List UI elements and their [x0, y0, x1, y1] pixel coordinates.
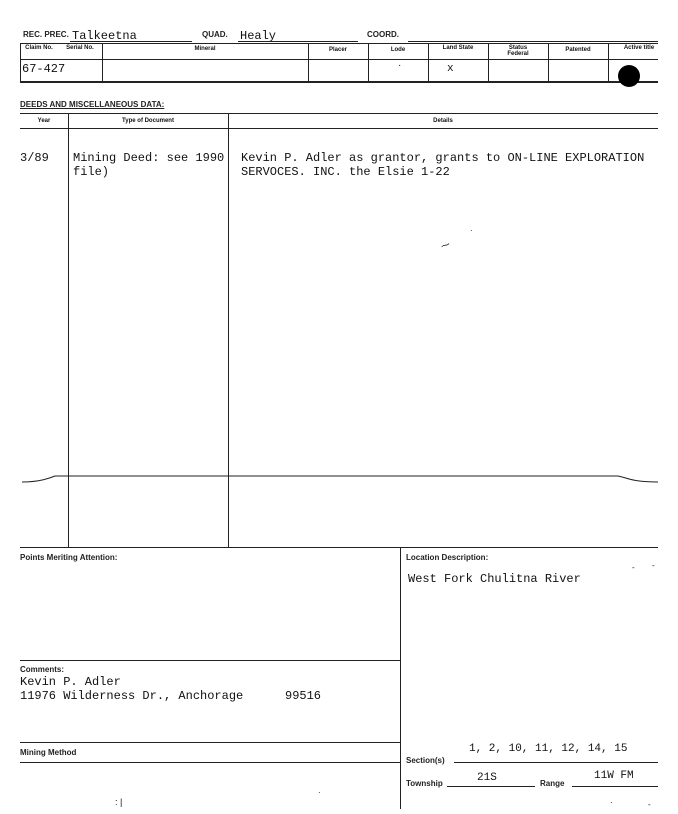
quad-value: Healy	[240, 29, 277, 43]
speck-mark: ·	[318, 788, 321, 797]
sections-label: Section(s)	[406, 756, 445, 765]
filled-circle-mark	[618, 65, 640, 87]
deeds-table-top	[20, 113, 658, 114]
col-patented: Patented	[565, 47, 591, 53]
header-table-bottom	[20, 81, 658, 83]
rec-prec-value: Talkeetna	[72, 29, 137, 43]
lower-divider	[400, 547, 401, 809]
range-underline	[572, 786, 658, 787]
comments-zip: 99516	[285, 689, 322, 703]
header-table-top	[20, 43, 658, 44]
header-col-line	[20, 43, 21, 81]
deeds-header-bottom	[20, 128, 658, 129]
township-label: Township	[406, 779, 443, 788]
sections-value: 1, 2, 10, 11, 12, 14, 15	[469, 743, 628, 755]
deeds-col-year: Year	[37, 118, 51, 124]
col-mineral: Mineral	[194, 46, 216, 52]
speck-mark: ·	[470, 226, 473, 235]
sections-underline	[454, 762, 658, 763]
lode-mark: ·	[398, 60, 402, 71]
mining-method-label: Mining Method	[20, 748, 77, 757]
pen-mark: ⁓	[439, 238, 452, 252]
col-claim-no: Claim No.	[25, 45, 53, 51]
points-label: Points Meriting Attention:	[20, 553, 118, 562]
quad-label: QUAD.	[202, 30, 228, 39]
speck-mark: ·	[610, 798, 613, 807]
deed-type-line2: file)	[73, 165, 110, 179]
deeds-col-details: Details	[433, 118, 453, 124]
fold-line	[0, 470, 678, 494]
col-serial-no: Serial No.	[66, 45, 94, 51]
comments-line1: Kevin P. Adler	[20, 675, 121, 689]
rec-prec-underline	[70, 41, 192, 42]
col-lode: Lode	[390, 47, 406, 53]
deed-details-line1: Kevin P. Adler as grantor, grants to ON-LINE EXPLORATION	[241, 151, 645, 165]
col-land-state: Land State	[442, 45, 474, 51]
speck-mark: -	[648, 800, 651, 809]
comments-top-line	[20, 660, 400, 661]
deeds-section-title: DEEDS AND MISCELLANEOUS DATA:	[20, 100, 165, 109]
header-col-line	[608, 43, 609, 81]
mining-method-bottom-line	[20, 762, 400, 763]
comments-address: 11976 Wilderness Dr., Anchorage	[20, 689, 244, 703]
mining-method-top-line	[20, 742, 400, 743]
header-col-line	[488, 43, 489, 81]
deed-year: 3/89	[20, 151, 49, 165]
deeds-table-bottom	[20, 547, 658, 548]
coord-label: COORD.	[367, 30, 399, 39]
speck-mark: : |	[115, 797, 123, 807]
header-col-line	[428, 43, 429, 81]
range-value: 11W FM	[594, 770, 634, 782]
col-status-federal: Status Federal	[507, 45, 529, 57]
comments-label: Comments:	[20, 665, 65, 674]
location-label: Location Description:	[406, 553, 489, 562]
township-underline	[447, 786, 535, 787]
claim-no-value: 67-427	[22, 62, 66, 76]
quad-underline	[238, 41, 358, 42]
col-placer: Placer	[328, 47, 347, 53]
range-label: Range	[540, 779, 565, 788]
location-value: West Fork Chulitna River	[408, 572, 581, 586]
deed-type-line1: Mining Deed: see 1990	[73, 151, 225, 165]
speck-mark: -	[632, 563, 635, 572]
rec-prec-label: REC. PREC.	[23, 30, 69, 39]
col-active-title: Active title	[623, 45, 655, 51]
township-value: 21S	[477, 772, 497, 784]
header-table-mid	[20, 59, 658, 60]
land-state-value: x	[447, 63, 454, 75]
speck-mark: -	[652, 561, 655, 570]
coord-underline	[408, 41, 658, 42]
deeds-col-type: Type of Document	[122, 118, 174, 124]
deed-details-line2: SERVOCES. INC. the Elsie 1-22	[241, 165, 450, 179]
